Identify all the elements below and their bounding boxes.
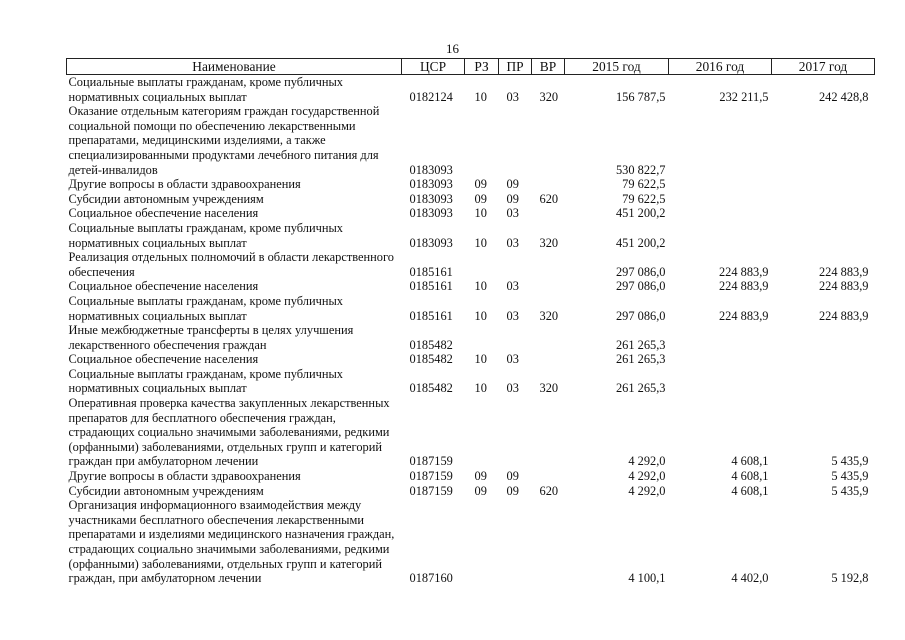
- row-name: Социальные выплаты гражданам, кроме публичных нормативных социальных выплат: [68, 75, 343, 104]
- row-amount-2015: 4 100,1: [628, 571, 666, 586]
- row-csr: 0187159: [409, 483, 453, 498]
- table-row: [67, 367, 875, 396]
- row-vr: [532, 250, 565, 279]
- header-2017: 2017 год: [772, 59, 875, 75]
- row-name: Другие вопросы в области здравоохранения: [68, 177, 301, 192]
- table-row: [67, 294, 875, 323]
- row-amount-2016: 4 402,0: [731, 571, 769, 586]
- row-pr: [499, 396, 532, 469]
- row-rz: 10: [474, 352, 487, 367]
- row-csr: 0185482: [409, 337, 453, 352]
- table-row: [67, 177, 875, 192]
- row-vr: 320: [539, 381, 559, 396]
- row-amount-2016: 224 883,9: [718, 264, 769, 279]
- table-row: [67, 323, 875, 352]
- row-pr: 09: [506, 191, 519, 206]
- row-amount-2016: [669, 192, 772, 207]
- row-pr: 03: [506, 89, 519, 104]
- row-amount-2015: 451 200,2: [615, 235, 666, 250]
- row-pr: 03: [506, 352, 519, 367]
- table-row: [67, 221, 875, 250]
- row-name: Субсидии автономным учреждениям: [68, 483, 264, 498]
- row-pr: 03: [506, 308, 519, 323]
- row-name: Организация информационного взаимодействия между участниками бесплатного обеспечения лекарственными препаратами и изделиями медицинского назначения граждан, страдающих социально значимыми заболеваниями, редкими (орфанными) заболеваниями, отдельных групп и категорий граждан, при амбулаторном лечении: [68, 498, 395, 586]
- table-row: [67, 352, 875, 367]
- table-row: [67, 75, 875, 105]
- row-rz: 10: [474, 89, 487, 104]
- row-amount-2015: 156 787,5: [615, 89, 666, 104]
- row-csr: 0187159: [409, 454, 453, 469]
- row-name: Социальные выплаты гражданам, кроме публичных нормативных социальных выплат: [68, 293, 343, 323]
- row-name: Социальное обеспечение населения: [68, 352, 259, 367]
- row-amount-2015: 297 086,0: [615, 308, 666, 323]
- table-row: [67, 192, 875, 207]
- row-amount-2015: 79 622,5: [622, 191, 666, 206]
- row-amount-2017: [772, 177, 875, 192]
- row-vr: 320: [539, 89, 559, 104]
- table-row: [67, 469, 875, 484]
- row-rz: 10: [474, 279, 487, 294]
- row-rz: 10: [474, 381, 487, 396]
- row-vr: [532, 279, 565, 294]
- row-amount-2017: 224 883,9: [818, 279, 869, 294]
- row-vr: [532, 396, 565, 469]
- row-amount-2017: [772, 323, 875, 352]
- row-pr: [499, 250, 532, 279]
- row-vr: 620: [539, 483, 559, 498]
- row-amount-2017: 5 435,9: [831, 483, 869, 498]
- row-pr: 03: [506, 235, 519, 250]
- row-amount-2017: [772, 206, 875, 221]
- row-rz: [465, 498, 499, 586]
- row-pr: 09: [506, 177, 519, 192]
- row-rz: 09: [474, 483, 487, 498]
- row-name: Социальное обеспечение населения: [68, 279, 259, 294]
- row-amount-2016: [669, 206, 772, 221]
- row-pr: 09: [506, 483, 519, 498]
- row-csr: 0183093: [409, 191, 453, 206]
- row-csr: 0183093: [409, 162, 453, 177]
- page-number: 16: [446, 41, 459, 56]
- row-vr: [532, 323, 565, 352]
- row-csr: 0185482: [409, 381, 453, 396]
- row-amount-2016: [669, 104, 772, 177]
- row-name: Оказание отдельным категориям граждан государственной социальной помощи по обеспечению лекарственными препаратами, медицинскими изделиями, а также специализированными продуктами лечебного питания для детей-инвалидов: [68, 104, 380, 177]
- row-amount-2017: [772, 367, 875, 396]
- row-csr: 0185161: [409, 264, 453, 279]
- row-vr: [532, 104, 565, 177]
- row-name: Социальные выплаты гражданам, кроме публичных нормативных социальных выплат: [68, 220, 343, 250]
- row-rz: [465, 250, 499, 279]
- row-csr: 0187160: [409, 571, 453, 586]
- budget-table: [66, 58, 875, 586]
- table-body: [67, 75, 875, 586]
- row-vr: [532, 498, 565, 586]
- row-name: Другие вопросы в области здравоохранения: [68, 469, 301, 484]
- row-amount-2016: [669, 221, 772, 250]
- row-amount-2015: 297 086,0: [615, 264, 666, 279]
- row-csr: 0187159: [409, 469, 453, 484]
- row-rz: 09: [474, 191, 487, 206]
- table-row: [67, 498, 875, 586]
- table-row: [67, 396, 875, 469]
- row-vr: [532, 206, 565, 221]
- table-row: [67, 484, 875, 499]
- row-name: Иные межбюджетные трансферты в целях улучшения лекарственного обеспечения граждан: [68, 323, 354, 352]
- row-vr: [532, 469, 565, 484]
- row-amount-2016: [669, 367, 772, 396]
- row-name: Реализация отдельных полномочий в области лекарственного обеспечения: [68, 250, 394, 279]
- table-row: [67, 279, 875, 294]
- row-amount-2016: [669, 177, 772, 192]
- header-vr: ВР: [532, 59, 565, 75]
- row-amount-2017: 5 435,9: [831, 454, 869, 469]
- row-amount-2016: [669, 352, 772, 367]
- row-rz: 09: [474, 469, 487, 484]
- row-pr: [499, 104, 532, 177]
- table-row: [67, 250, 875, 279]
- row-csr: 0182124: [409, 89, 453, 104]
- row-rz: [465, 396, 499, 469]
- row-csr: 0183093: [409, 177, 453, 192]
- row-csr: 0185161: [409, 308, 453, 323]
- row-pr: 03: [506, 206, 519, 221]
- row-rz: [465, 323, 499, 352]
- row-amount-2017: 224 883,9: [818, 308, 869, 323]
- row-pr: 03: [506, 279, 519, 294]
- table-header-row: [67, 59, 875, 75]
- row-pr: [499, 498, 532, 586]
- row-amount-2016: 232 211,5: [719, 89, 769, 104]
- row-csr: 0185482: [409, 352, 453, 367]
- row-amount-2015: 4 292,0: [628, 454, 666, 469]
- row-pr: 03: [506, 381, 519, 396]
- header-2015: 2015 год: [565, 59, 669, 75]
- row-amount-2015: 261 265,3: [615, 352, 666, 367]
- header-rz: РЗ: [465, 59, 499, 75]
- row-vr: 620: [539, 191, 559, 206]
- row-csr: 0185161: [409, 279, 453, 294]
- table-row: [67, 206, 875, 221]
- header-name: Наименование: [67, 59, 402, 75]
- row-pr: 09: [506, 469, 519, 484]
- row-name: Оперативная проверка качества закупленных лекарственных препаратов для бесплатного обеспечения граждан, страдающих социально значимыми заболеваниями, редкими (орфанными) заболеваниями, отдельных групп и категорий граждан при амбулаторном лечении: [68, 396, 390, 469]
- row-amount-2016: 4 608,1: [731, 469, 769, 484]
- row-amount-2016: 224 883,9: [718, 279, 769, 294]
- header-csr: ЦСР: [402, 59, 465, 75]
- row-amount-2017: 224 883,9: [818, 264, 869, 279]
- row-rz: 10: [474, 235, 487, 250]
- row-amount-2015: 4 292,0: [628, 469, 666, 484]
- row-vr: [532, 352, 565, 367]
- header-2016: 2016 год: [669, 59, 772, 75]
- row-amount-2017: 242 428,8: [818, 89, 869, 104]
- row-amount-2015: 297 086,0: [615, 279, 666, 294]
- row-name: Субсидии автономным учреждениям: [68, 191, 264, 206]
- row-rz: 10: [474, 206, 487, 221]
- row-amount-2017: [772, 221, 875, 250]
- row-amount-2016: 4 608,1: [731, 483, 769, 498]
- row-amount-2017: [772, 352, 875, 367]
- row-name: Социальные выплаты гражданам, кроме публичных нормативных социальных выплат: [68, 366, 343, 396]
- row-amount-2017: 5 192,8: [831, 571, 869, 586]
- row-vr: [532, 177, 565, 192]
- row-csr: 0183093: [409, 206, 453, 221]
- table-row: [67, 104, 875, 177]
- row-amount-2017: [772, 192, 875, 207]
- row-rz: 09: [474, 177, 487, 192]
- row-amount-2017: 5 435,9: [831, 469, 869, 484]
- row-amount-2016: 224 883,9: [718, 308, 769, 323]
- row-vr: 320: [539, 308, 559, 323]
- row-amount-2015: 261 265,3: [615, 337, 666, 352]
- row-vr: 320: [539, 235, 559, 250]
- row-amount-2015: 79 622,5: [622, 177, 666, 192]
- header-pr: ПР: [499, 59, 532, 75]
- row-amount-2016: [669, 323, 772, 352]
- row-amount-2015: 261 265,3: [615, 381, 666, 396]
- row-csr: 0183093: [409, 235, 453, 250]
- row-amount-2015: 530 822,7: [615, 162, 666, 177]
- row-amount-2016: 4 608,1: [731, 454, 769, 469]
- row-rz: [465, 104, 499, 177]
- row-amount-2015: 451 200,2: [615, 206, 666, 221]
- row-name: Социальное обеспечение населения: [68, 206, 259, 221]
- row-pr: [499, 323, 532, 352]
- row-rz: 10: [474, 308, 487, 323]
- row-amount-2015: 4 292,0: [628, 483, 666, 498]
- row-amount-2017: [772, 104, 875, 177]
